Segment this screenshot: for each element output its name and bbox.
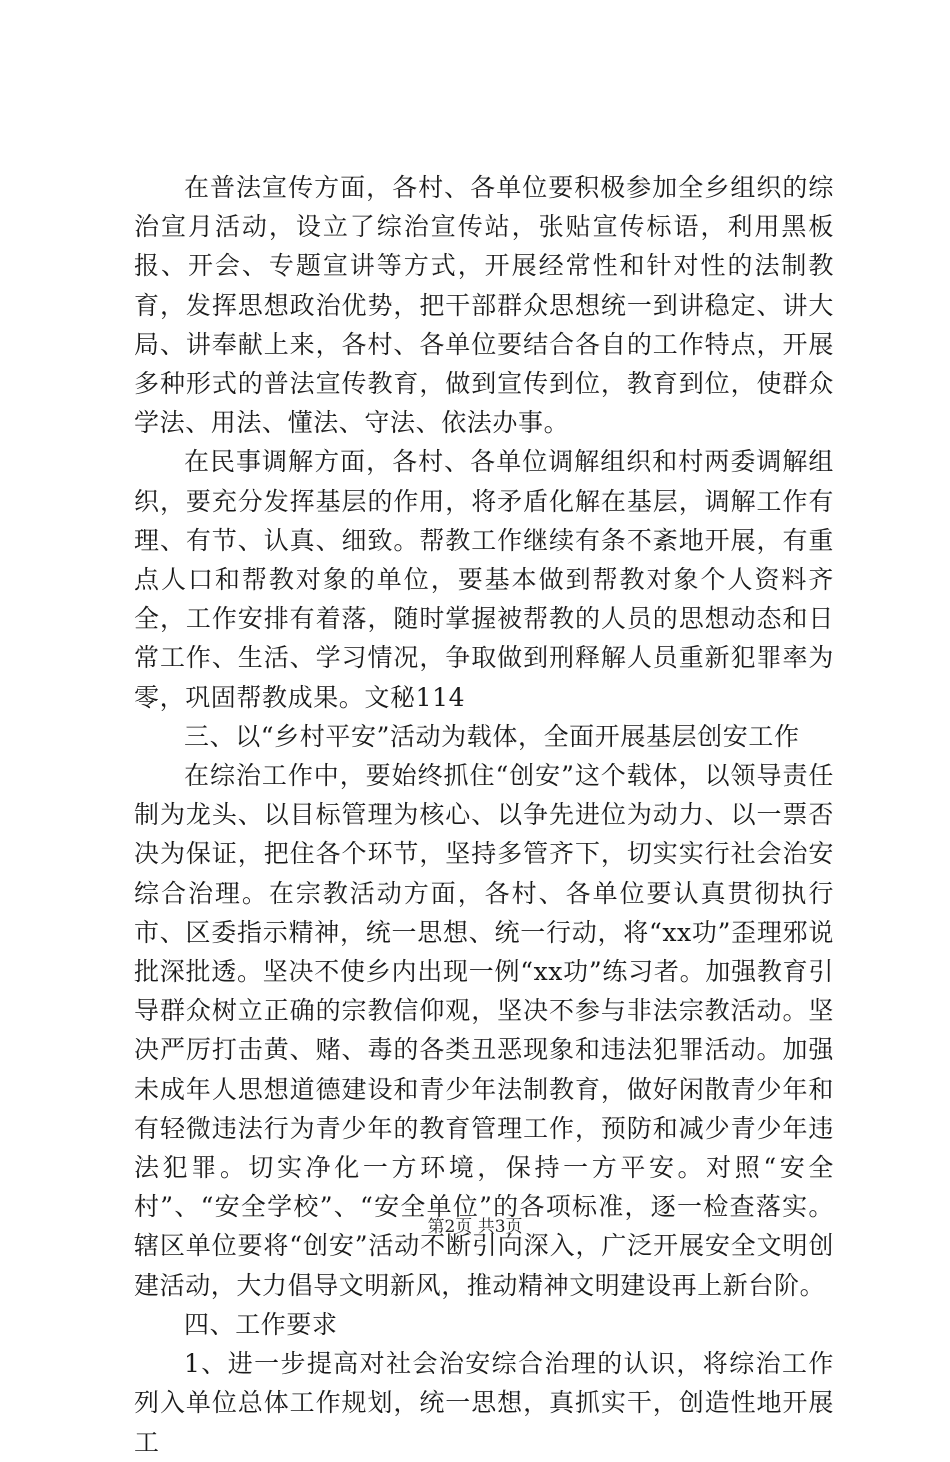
paragraph-civil-mediation: 在民事调解方面，各村、各单位调解组织和村两委调解组织，要充分发挥基层的作用，将矛盾化解在基层，调解工作有理、有节、认真、细致。帮教工作继续有条不紊地开展，有重点人口和帮教对象的单位，要基本做到帮教对象个人资料齐全，工作安排有着落，随时掌握被帮教的人员的思想动态和日常工作、生活、学习情况，争取做到刑释解人员重新犯罪率为零，巩固帮教成果。文秘114 (134, 447, 834, 712)
section-heading-four: 四、工作要求 (184, 1309, 338, 1339)
paragraph-legal-publicity: 在普法宣传方面，各村、各单位要积极参加全乡组织的综治宣月活动，设立了综治宣传站，张贴宣传标语，利用黑板报、开会、专题宣讲等方式，开展经常性和针对性的法制教育，发挥思想政治优势，把干部群众思想统一到讲稳定、讲大局、讲奉献上来，各村、各单位要结合各自的工作特点，开展多种形式的普法宣传教育，做到宣传到位，教育到位，使群众学法、用法、懂法、守法、依法办事。 (134, 173, 834, 438)
page-footer: 第2页 共3页 (427, 1217, 523, 1237)
paragraph-requirement-one: 1、进一步提高对社会治安综合治理的认识，将综治工作列入单位总体工作规划，统一思想，真抓实干，创造性地开展工 (134, 1349, 834, 1457)
document-body (134, 168, 834, 1462)
section-heading-three: 三、以“乡村平安”活动为载体，全面开展基层创安工作 (184, 721, 800, 751)
paragraph-safety-campaign: 在综治工作中，要始终抓住“创安”这个载体，以领导责任制为龙头、以目标管理为核心、以争先进位为动力、以一票否决为保证，把住各个环节，坚持多管齐下，切实实行社会治安综合治理。在宗教活动方面，各村、各单位要认真贯彻执行市、区委指示精神，统一思想、统一行动，将“xx功”歪理邪说批深批透。坚决不使乡内出现一例“xx功”练习者。加强教育引导群众树立正确的宗教信仰观，坚决不参与非法宗教活动。坚决严厉打击黄、赌、毒的各类丑恶现象和违法犯罪活动。加强未成年人思想道德建设和青少年法制教育，做好闲散青少年和有轻微违法行为青少年的教育管理工作，预防和减少青少年违法犯罪。切实净化一方环境，保持一方平安。对照“安全村”、“安全学校”、“安全单位”的各项标准，逐一检查落实。辖区单位要将“创安”活动不断引向深入，广泛开展安全文明创建活动，大力倡导文明新风，推动精神文明建设再上新台阶。 (134, 761, 834, 1300)
